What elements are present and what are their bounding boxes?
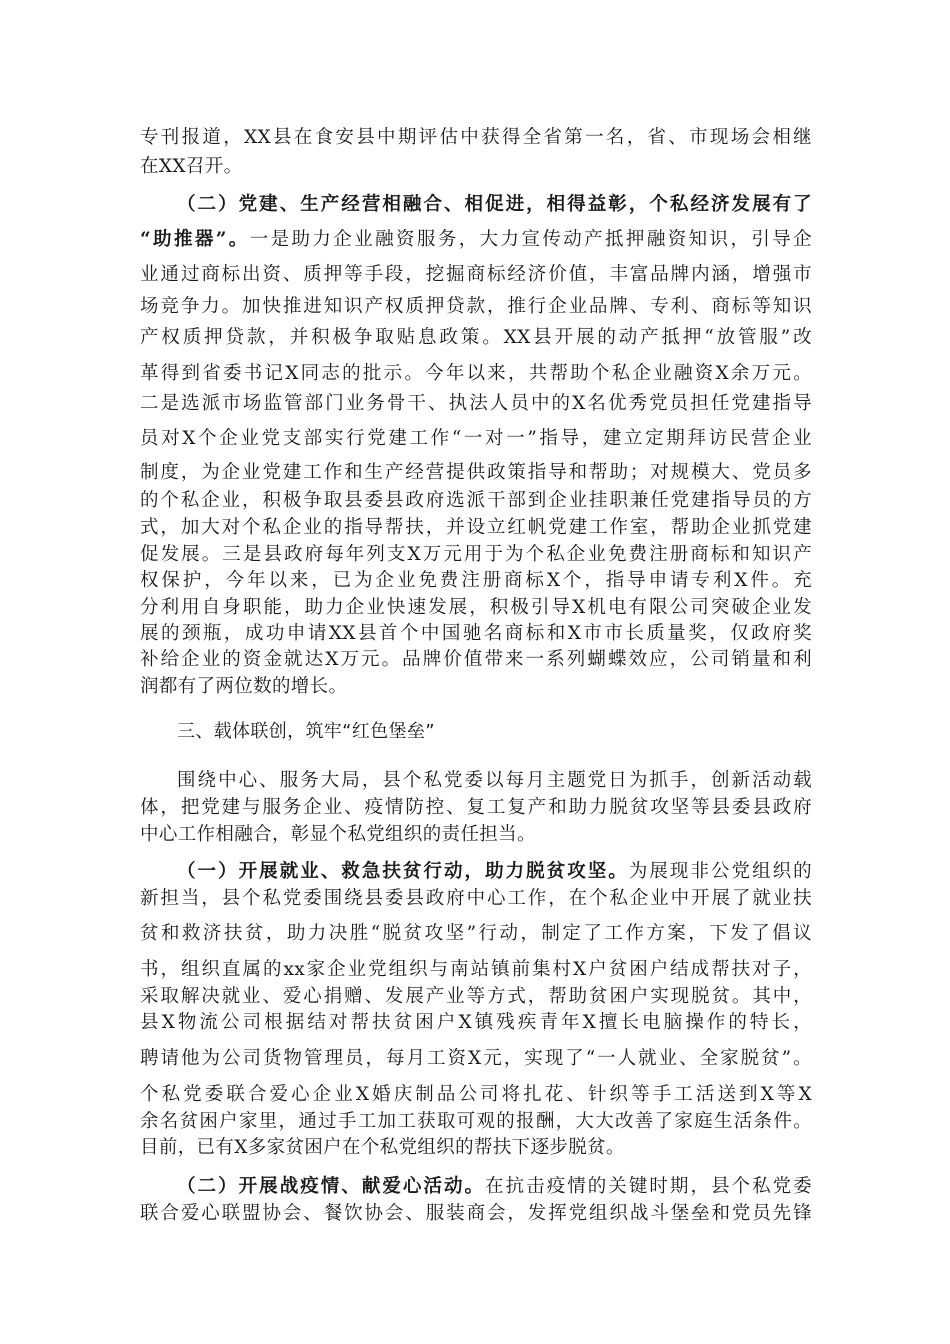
text-line <box>140 359 812 389</box>
text-line <box>140 513 812 543</box>
text-line <box>140 955 812 985</box>
text-line <box>140 424 812 454</box>
text-run: 场竞争力。加快推进知识产权质押贷款，推行企业品牌、专利、商标等知识 <box>140 296 812 317</box>
text-run: 联合爱心联盟协会、餐饮协会、服装商会，发挥党组织战斗堡垒和党员先锋 <box>140 1203 812 1224</box>
text-line <box>140 486 812 516</box>
text-line <box>140 389 812 419</box>
text-run: 县X物流公司根据结对帮扶贫困户X镇残疾青年X擅长电脑操作的特长， <box>140 1012 812 1033</box>
text-run: 式，加大对个私企业的指导帮扶，并设立红帆党建工作室，帮助企业抓党建 <box>140 517 812 538</box>
text-run: 二是选派市场监管部门业务骨干、执法人员中的X名优秀党员担任党建指导 <box>140 393 812 414</box>
text-line <box>140 884 812 914</box>
text-run: 专刊报道，XX县在食安县中期评估中获得全省第一名，省、市现场会相继 <box>140 127 812 148</box>
text-line <box>140 1008 812 1038</box>
text-line <box>140 1199 812 1229</box>
text-line <box>140 292 812 322</box>
text-line <box>140 1044 812 1074</box>
text-run: 分利用自身职能，助力企业快速发展，积极引导X机电有限公司突破企业发 <box>140 597 812 618</box>
subheading-line <box>177 857 812 887</box>
text-run: 采取解决就业、爱心捐赠、发展产业等方式，帮助贫困户实现脱贫。其中， <box>140 986 812 1007</box>
text-run: 补给企业的资金就达X万元。品牌价值带来一系列蝴蝶效应，公司销量和利 <box>140 649 812 670</box>
text-run: 新担当，县个私党委围绕县委县政府中心工作，在个私企业中开展了就业扶 <box>140 888 812 909</box>
text-run: 制度，为企业党建工作和生产经营提供政策指导和帮助；对规模大、党员多 <box>140 462 812 483</box>
text-line <box>140 793 812 823</box>
text-run: 产权质押贷款，并积极争取贴息政策。XX县开展的动产抵押“放管服”改 <box>140 327 812 348</box>
text-run: 中心工作相融合，彰显个私党组织的责任担当。 <box>140 824 536 845</box>
text-line <box>177 766 812 796</box>
text-line <box>140 458 812 488</box>
text-run: 目前，已有X多家贫困户在个私党组织的帮扶下逐步脱贫。 <box>140 1137 625 1158</box>
text-run: 革得到省委书记X同志的批示。今年以来，共帮助个私企业融资X余万元。 <box>140 363 812 384</box>
text-line <box>140 1080 812 1110</box>
text-run: 三、载体联创，筑牢“红色堡垒” <box>177 721 435 742</box>
text-line <box>140 123 812 153</box>
subheading-line <box>177 1172 812 1202</box>
text-run: 贫和救济扶贫，助力决胜“脱贫攻坚”行动，制定了工作方案，下发了倡议 <box>140 923 812 944</box>
bold-text-run: （二）开展战疫情、献爱心活动。 <box>177 1176 486 1197</box>
text-run: 余名贫困户家里，通过手工加工获取可观的报酬，大大改善了家庭生活条件。 <box>140 1111 812 1132</box>
text-run: 业通过商标出资、质押等手段，挖掘商标经济价值，丰富品牌内涵，增强市 <box>140 264 812 285</box>
bold-text-run: （二）党建、生产经营相融合、相促进，相得益彰，个私经济发展有了 <box>177 194 812 215</box>
section-heading <box>177 717 812 747</box>
text-run: 体，把党建与服务企业、疫情防控、复工复产和助力脱贫攻坚等县委县政府 <box>140 797 812 818</box>
text-line <box>140 225 812 255</box>
text-run: 个私党委联合爱心企业X婚庆制品公司将扎花、针织等手工活送到X等X <box>140 1084 812 1105</box>
text-line <box>140 1133 812 1163</box>
text-line <box>140 323 812 353</box>
text-run: 一是助力企业融资服务，大力宣传动产抵押融资知识，引导企 <box>249 229 812 250</box>
subheading-line <box>177 190 812 220</box>
text-run: 为展现非公党组织的 <box>628 861 812 882</box>
text-run: 在XX召开。 <box>140 156 243 177</box>
text-line <box>140 152 812 182</box>
text-line <box>140 260 812 290</box>
text-run: 展的颈瓶，成功申请XX县首个中国驰名商标和X市市长质量奖，仅政府奖 <box>140 623 812 644</box>
text-run: 书，组织直属的xx家企业党组织与南站镇前集村X户贫困户结成帮扶对子， <box>140 959 812 980</box>
text-run: 在抗击疫情的关键时期，县个私党委 <box>485 1176 812 1197</box>
text-run: 的个私企业，积极争取县委县政府选派干部到企业挂职兼任党建指导员的方 <box>140 490 812 511</box>
text-run: 围绕中心、服务大局，县个私党委以每月主题党日为抓手，创新活动载 <box>177 770 812 791</box>
text-line <box>140 919 812 949</box>
text-run: 聘请他为公司货物管理员，每月工资X元，实现了“一人就业、全家脱贫”。 <box>140 1048 812 1069</box>
bold-text-run: （一）开展就业、救急扶贫行动，助力脱贫攻坚。 <box>177 861 629 882</box>
text-run: 权保护，今年以来，已为企业免费注册商标X个，指导申请专利X件。充 <box>140 570 812 591</box>
text-line <box>140 566 812 596</box>
text-run: 促发展。三是县政府每年列支X万元用于为个私企业免费注册商标和知识产 <box>140 544 812 565</box>
text-run: 润都有了两位数的增长。 <box>140 676 348 697</box>
text-line <box>140 645 812 675</box>
text-run: 员对X个企业党支部实行党建工作“一对一”指导，建立定期拜访民营企业 <box>140 428 812 449</box>
text-line <box>140 820 812 850</box>
bold-text-run: “助推器”。 <box>140 229 250 250</box>
text-line <box>140 672 812 702</box>
